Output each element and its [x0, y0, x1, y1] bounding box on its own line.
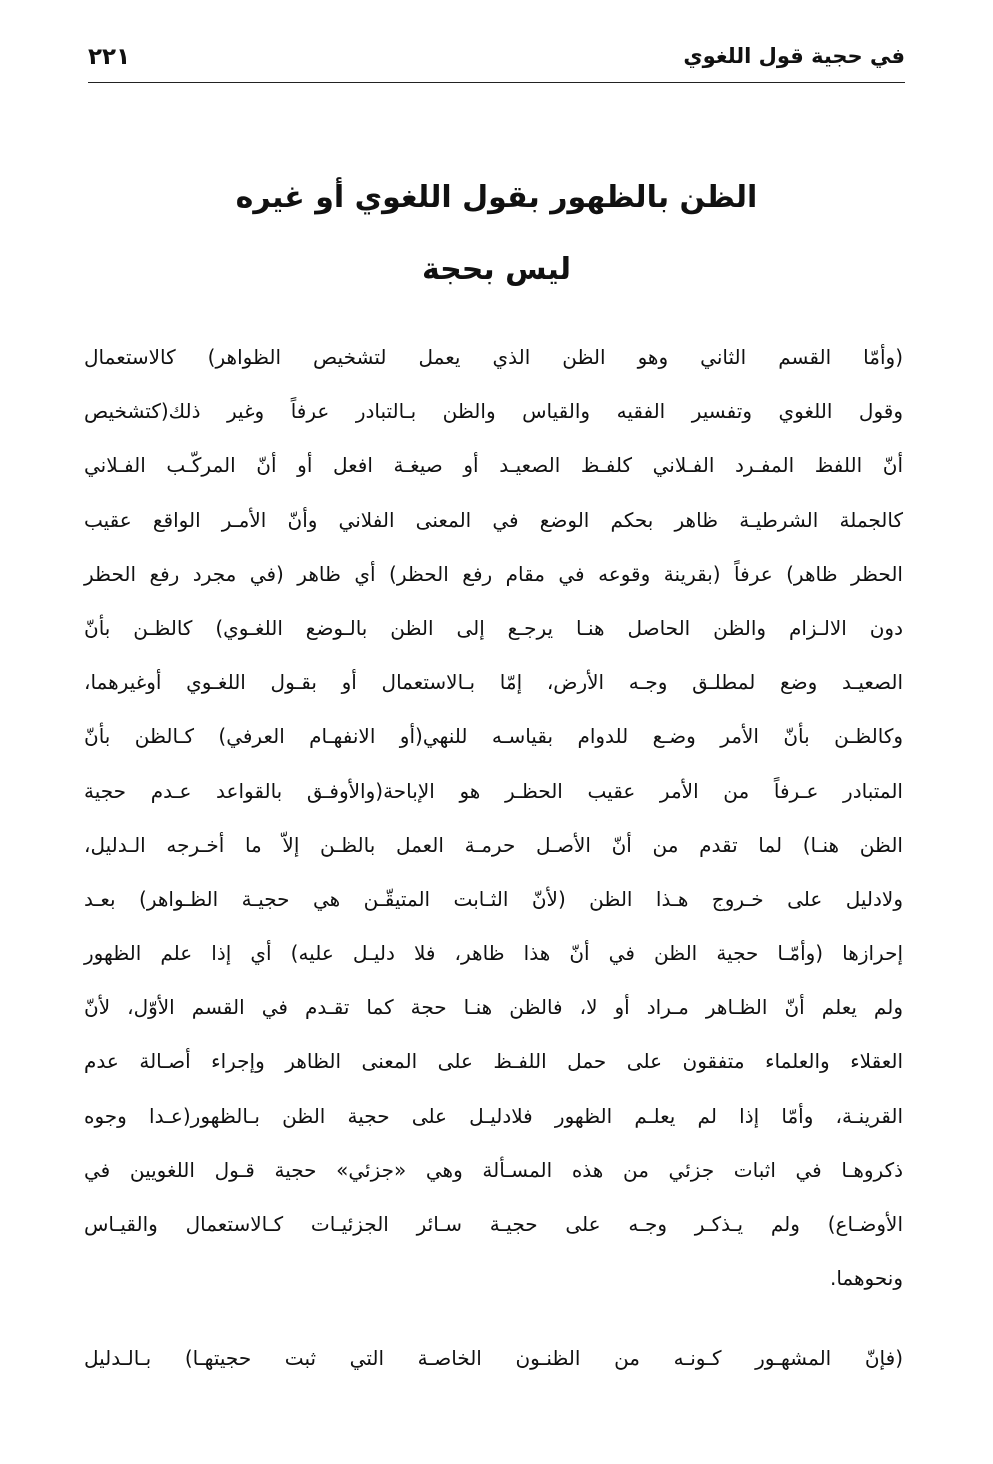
text-line: أنّ اللفظ المفـرد الفـلاني كلفـظ الصعيـد أو صيغـة افعل أو أنّ المركّـب الفـلاني [84, 453, 903, 478]
section-heading-line-2: ليس بحجة [421, 252, 572, 287]
text-line: (فإنّ المشهـور كـونـه من الظنـون الخاصـة التي ثبت حجيتهـا) بـالـدليل [84, 1346, 903, 1371]
text-line: وكالظـن بأنّ الأمر وضـع للدوام بقياسـه للنهي(أو الانفهـام العرفي) كـالظن بأنّ [84, 724, 903, 749]
text-line: الظن هنـا) لما تقدم من أنّ الأصـل حرمـة العمل بالظـن إلاّ ما أخـرجه الـدليل، [84, 832, 903, 857]
text-line: دون الالـزام والظن الحاصل هنـا يرجـع إلى الظن بالـوضع اللغـوي) كالظـن بأنّ [84, 615, 903, 640]
text-line: الأوضـاع) ولم يـذكـر وجـه على حجيـة سـائر الجزئيـات كـالاستعمال والقيـاس [84, 1212, 903, 1236]
text-line: ونحوهما. [829, 1266, 903, 1291]
paragraph-2 [84, 1331, 903, 1385]
text-line: ذكروهـا في اثبات جزئي من هذه المسـألة وهي «جزئي» حجية قـول اللغويين في [84, 1157, 903, 1182]
text-line: كالجملة الشرطيـة ظاهر بحكم الوضع في المعنى الفلاني وأنّ الأمـر الواقع عقيب [84, 507, 903, 532]
body-text [84, 330, 903, 1386]
text-line: (وأمّا القسم الثاني وهو الظن الذي يعمل لتشخيص الظواهر) كالاستعمال [84, 345, 903, 369]
paragraph-gap [84, 1305, 903, 1331]
running-header [88, 36, 905, 84]
text-line: ولم يعلم أنّ الظـاهر مـراد أو لا، فالظن هنـا حجة كما تقـدم في القسم الأوّل، لأنّ [84, 995, 903, 1020]
text-line: المتبادر عـرفاً من الأمر عقيب الحظـر هو الإباحة(والأوفـق بالقواعد عـدم حجية [84, 778, 903, 803]
text-line: ولادليل على خـروج هـذا الظن (لأنّ الثـابت المتيقّـن هي حجيـة الظـواهر) بعـد [84, 886, 903, 911]
text-line: الحظر ظاهر) عرفاً (بقرينة وقوعه في مقام رفع الحظر) أي ظاهر (في مجرد رفع الحظر [84, 561, 903, 586]
running-title: في حجية قول اللغوي [683, 44, 905, 68]
header-rule [88, 82, 905, 83]
text-line: القرينـة، وأمّا إذا لم يعلـم الظهور فلادليـل على حجية الظن بـالظهور(عـدا وجوه [84, 1103, 903, 1128]
paragraph-1 [84, 330, 903, 1305]
text-line: وقول اللغوي وتفسير الفقيه والقياس والظن بـالتبادر عرفاً وغير ذلك(كتشخيص [84, 399, 903, 424]
section-heading-line-1: الظن بالظهور بقول اللغوي أو غيره [235, 180, 758, 215]
text-line: العقلاء والعلماء متفقون على حمل اللفـظ على المعنى الظاهر وإجراء أصـالة عدم [84, 1049, 903, 1074]
text-line: الصعيـد وضع لمطلـق وجـه الأرض، إمّا بـالاستعمال أو بقـول اللغـوي أوغيرهما، [84, 670, 903, 695]
page-number: ٢٢١ [88, 44, 131, 70]
text-line: إحرازها (وأمّـا حجية الظن في أنّ هذا ظاهر، فلا دليـل عليه) أي إذا علم الظهور [84, 941, 903, 966]
